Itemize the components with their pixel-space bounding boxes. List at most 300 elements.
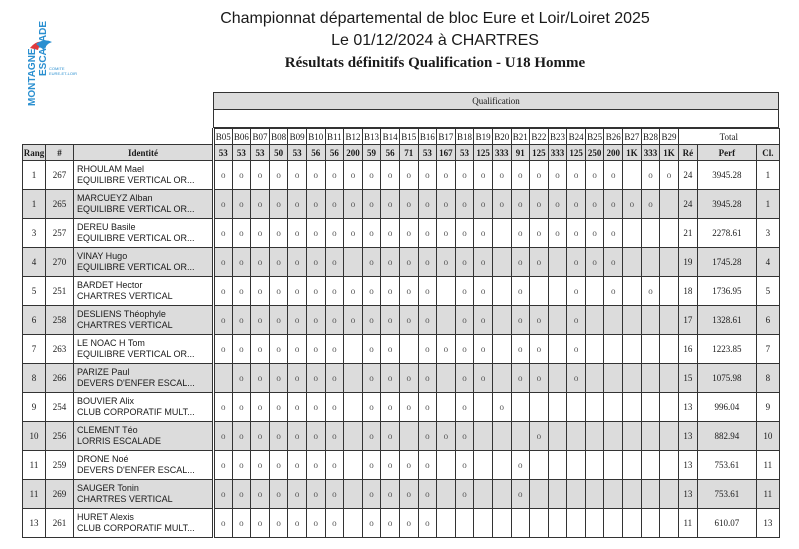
empty-mark bbox=[660, 509, 679, 538]
empty-mark bbox=[492, 364, 511, 393]
boulder-points: 200 bbox=[604, 145, 623, 161]
topped-mark: o bbox=[214, 509, 233, 538]
athlete-name: DEREU Basile bbox=[77, 222, 136, 232]
empty-mark bbox=[492, 480, 511, 509]
club-name: CHARTRES VERTICAL bbox=[77, 494, 173, 504]
topped-mark: o bbox=[418, 480, 437, 509]
topped-mark: o bbox=[585, 219, 604, 248]
svg-text:EURE-ET-LOIR: EURE-ET-LOIR bbox=[49, 71, 78, 76]
topped-mark: o bbox=[344, 277, 363, 306]
topped-mark: o bbox=[381, 190, 400, 219]
athlete-name: PARIZE Paul bbox=[77, 367, 130, 377]
topped-mark: o bbox=[214, 422, 233, 451]
rank-cell: 5 bbox=[23, 277, 46, 306]
total-header: Total bbox=[678, 129, 779, 145]
boulder-points: 125 bbox=[530, 145, 549, 161]
topped-mark: o bbox=[362, 509, 381, 538]
topped-mark: o bbox=[288, 306, 307, 335]
topped-mark: o bbox=[530, 422, 549, 451]
topped-mark: o bbox=[214, 190, 233, 219]
empty-mark bbox=[641, 509, 660, 538]
boulder-code: B23 bbox=[548, 129, 567, 145]
athlete-name: LE NOAC H Tom bbox=[77, 338, 145, 348]
topped-mark: o bbox=[381, 509, 400, 538]
topped-mark: o bbox=[214, 248, 233, 277]
topped-mark: o bbox=[474, 248, 493, 277]
topped-mark: o bbox=[362, 451, 381, 480]
boulder-code: B05 bbox=[214, 129, 233, 145]
topped-mark: o bbox=[251, 509, 270, 538]
topped-mark: o bbox=[399, 480, 418, 509]
topped-mark: o bbox=[269, 335, 288, 364]
bib-number-cell: 256 bbox=[46, 422, 74, 451]
class-cell: 8 bbox=[756, 364, 779, 393]
empty-mark bbox=[548, 248, 567, 277]
table-row bbox=[23, 248, 780, 277]
boulder-code: B12 bbox=[344, 129, 363, 145]
topped-mark: o bbox=[474, 306, 493, 335]
topped-mark: o bbox=[325, 509, 344, 538]
topped-mark: o bbox=[604, 277, 623, 306]
rank-cell: 7 bbox=[23, 335, 46, 364]
boulder-code: B24 bbox=[567, 129, 586, 145]
athlete-name: RHOULAM Mael bbox=[77, 164, 145, 174]
boulder-code: B16 bbox=[418, 129, 437, 145]
class-cell: 5 bbox=[756, 277, 779, 306]
tops-cell: 19 bbox=[678, 248, 697, 277]
topped-mark: o bbox=[214, 393, 233, 422]
topped-mark: o bbox=[325, 219, 344, 248]
topped-mark: o bbox=[232, 509, 251, 538]
table-row bbox=[23, 480, 780, 509]
topped-mark: o bbox=[288, 248, 307, 277]
club-name: CLUB CORPORATIF MULT... bbox=[77, 523, 195, 533]
empty-mark bbox=[530, 393, 549, 422]
topped-mark: o bbox=[511, 364, 530, 393]
topped-mark: o bbox=[418, 422, 437, 451]
empty-mark bbox=[623, 451, 642, 480]
topped-mark: o bbox=[399, 219, 418, 248]
boulder-code: B22 bbox=[530, 129, 549, 145]
empty-mark bbox=[660, 219, 679, 248]
athlete-name: CLEMENT Téo bbox=[77, 425, 138, 435]
boulder-points: 167 bbox=[437, 145, 456, 161]
empty-mark bbox=[623, 277, 642, 306]
topped-mark: o bbox=[492, 161, 511, 190]
empty-mark bbox=[641, 335, 660, 364]
bib-number-cell: 270 bbox=[46, 248, 74, 277]
boulder-points: 91 bbox=[511, 145, 530, 161]
topped-mark: o bbox=[306, 451, 325, 480]
topped-mark: o bbox=[288, 335, 307, 364]
topped-mark: o bbox=[214, 306, 233, 335]
empty-mark bbox=[585, 422, 604, 451]
empty-mark bbox=[604, 509, 623, 538]
empty-mark bbox=[660, 393, 679, 422]
empty-mark bbox=[492, 451, 511, 480]
topped-mark: o bbox=[325, 277, 344, 306]
topped-mark: o bbox=[474, 219, 493, 248]
topped-mark: o bbox=[530, 248, 549, 277]
topped-mark: o bbox=[455, 306, 474, 335]
topped-mark: o bbox=[399, 451, 418, 480]
topped-mark: o bbox=[418, 248, 437, 277]
topped-mark: o bbox=[474, 161, 493, 190]
table-row bbox=[23, 422, 780, 451]
topped-mark: o bbox=[325, 248, 344, 277]
topped-mark: o bbox=[437, 248, 456, 277]
topped-mark: o bbox=[511, 306, 530, 335]
identity-cell bbox=[74, 219, 214, 248]
topped-mark: o bbox=[269, 509, 288, 538]
topped-mark: o bbox=[418, 190, 437, 219]
boulder-code: B08 bbox=[269, 129, 288, 145]
topped-mark: o bbox=[381, 248, 400, 277]
logo-text-main: ESCALADE bbox=[38, 20, 49, 76]
empty-mark bbox=[344, 422, 363, 451]
topped-mark: o bbox=[232, 248, 251, 277]
boulder-code: B18 bbox=[455, 129, 474, 145]
club-name: CHARTRES VERTICAL bbox=[77, 320, 173, 330]
empty-mark bbox=[530, 277, 549, 306]
topped-mark: o bbox=[269, 277, 288, 306]
topped-mark: o bbox=[288, 480, 307, 509]
bib-number-cell: 254 bbox=[46, 393, 74, 422]
boulder-points: 333 bbox=[548, 145, 567, 161]
topped-mark: o bbox=[455, 451, 474, 480]
topped-mark: o bbox=[269, 306, 288, 335]
topped-mark: o bbox=[251, 393, 270, 422]
topped-mark: o bbox=[567, 364, 586, 393]
boulder-points: 333 bbox=[641, 145, 660, 161]
empty-mark bbox=[623, 248, 642, 277]
topped-mark: o bbox=[232, 306, 251, 335]
boulder-points: 53 bbox=[288, 145, 307, 161]
topped-mark: o bbox=[399, 509, 418, 538]
topped-mark: o bbox=[418, 364, 437, 393]
empty-mark bbox=[548, 393, 567, 422]
topped-mark: o bbox=[344, 306, 363, 335]
club-name: EQUILIBRE VERTICAL OR... bbox=[77, 233, 195, 243]
club-name: EQUILIBRE VERTICAL OR... bbox=[77, 204, 195, 214]
rank-cell: 8 bbox=[23, 364, 46, 393]
bib-number-cell: 266 bbox=[46, 364, 74, 393]
boulder-points: 56 bbox=[306, 145, 325, 161]
boulder-points: 59 bbox=[362, 145, 381, 161]
perf-cell: 3945.28 bbox=[697, 161, 756, 190]
topped-mark: o bbox=[344, 190, 363, 219]
topped-mark: o bbox=[567, 190, 586, 219]
topped-mark: o bbox=[251, 306, 270, 335]
topped-mark: o bbox=[214, 219, 233, 248]
perf-cell: 3945.28 bbox=[697, 190, 756, 219]
class-cell: 1 bbox=[756, 190, 779, 219]
boulder-points: 200 bbox=[344, 145, 363, 161]
perf-cell: 996.04 bbox=[697, 393, 756, 422]
topped-mark: o bbox=[232, 393, 251, 422]
boulder-code: B29 bbox=[660, 129, 679, 145]
empty-mark bbox=[437, 451, 456, 480]
empty-mark bbox=[623, 219, 642, 248]
topped-mark: o bbox=[362, 190, 381, 219]
tops-cell: 11 bbox=[678, 509, 697, 538]
empty-mark bbox=[492, 277, 511, 306]
topped-mark: o bbox=[623, 190, 642, 219]
topped-mark: o bbox=[399, 306, 418, 335]
topped-mark: o bbox=[418, 219, 437, 248]
topped-mark: o bbox=[325, 335, 344, 364]
topped-mark: o bbox=[511, 248, 530, 277]
empty-mark bbox=[567, 480, 586, 509]
topped-mark: o bbox=[232, 422, 251, 451]
topped-mark: o bbox=[585, 190, 604, 219]
topped-mark: o bbox=[530, 190, 549, 219]
topped-mark: o bbox=[641, 277, 660, 306]
bib-number-cell: 261 bbox=[46, 509, 74, 538]
topped-mark: o bbox=[455, 364, 474, 393]
empty-mark bbox=[604, 393, 623, 422]
identity-cell bbox=[74, 306, 214, 335]
topped-mark: o bbox=[269, 190, 288, 219]
bib-number-cell: 258 bbox=[46, 306, 74, 335]
topped-mark: o bbox=[381, 277, 400, 306]
topped-mark: o bbox=[325, 190, 344, 219]
athlete-name: SAUGER Tonin bbox=[77, 483, 139, 493]
topped-mark: o bbox=[269, 393, 288, 422]
topped-mark: o bbox=[511, 161, 530, 190]
topped-mark: o bbox=[306, 393, 325, 422]
perf-cell: 753.61 bbox=[697, 451, 756, 480]
empty-mark bbox=[492, 509, 511, 538]
class-cell: 6 bbox=[756, 306, 779, 335]
club-name: DEVERS D'ENFER ESCAL... bbox=[77, 465, 195, 475]
results-table bbox=[22, 128, 780, 538]
topped-mark: o bbox=[530, 335, 549, 364]
empty-mark bbox=[623, 364, 642, 393]
empty-mark bbox=[641, 422, 660, 451]
boulder-code: B27 bbox=[623, 129, 642, 145]
perf-cell: 1328.61 bbox=[697, 306, 756, 335]
topped-mark: o bbox=[214, 277, 233, 306]
topped-mark: o bbox=[381, 422, 400, 451]
table-row bbox=[23, 364, 780, 393]
empty-mark bbox=[604, 306, 623, 335]
topped-mark: o bbox=[251, 480, 270, 509]
empty-mark bbox=[660, 190, 679, 219]
topped-mark: o bbox=[567, 306, 586, 335]
identity-cell bbox=[74, 480, 214, 509]
boulder-points: 1K bbox=[623, 145, 642, 161]
topped-mark: o bbox=[418, 161, 437, 190]
boulder-code: B15 bbox=[399, 129, 418, 145]
tops-cell: 13 bbox=[678, 480, 697, 509]
empty-mark bbox=[474, 451, 493, 480]
empty-mark bbox=[437, 364, 456, 393]
empty-mark bbox=[344, 509, 363, 538]
topped-mark: o bbox=[381, 161, 400, 190]
topped-mark: o bbox=[399, 364, 418, 393]
empty-mark bbox=[548, 306, 567, 335]
tops-cell: 18 bbox=[678, 277, 697, 306]
topped-mark: o bbox=[418, 277, 437, 306]
topped-mark: o bbox=[306, 364, 325, 393]
topped-mark: o bbox=[362, 480, 381, 509]
empty-mark bbox=[474, 480, 493, 509]
boulder-code: B09 bbox=[288, 129, 307, 145]
class-header: Cl. bbox=[756, 145, 779, 161]
club-name: EQUILIBRE VERTICAL OR... bbox=[77, 175, 195, 185]
identity-cell bbox=[74, 509, 214, 538]
topped-mark: o bbox=[455, 422, 474, 451]
empty-mark bbox=[567, 422, 586, 451]
boulder-points: 53 bbox=[251, 145, 270, 161]
tops-cell: 16 bbox=[678, 335, 697, 364]
date-place: Le 01/12/2024 à CHARTRES bbox=[331, 32, 539, 49]
empty-mark bbox=[548, 422, 567, 451]
topped-mark: o bbox=[381, 335, 400, 364]
club-name: CHARTRES VERTICAL bbox=[77, 291, 173, 301]
topped-mark: o bbox=[362, 335, 381, 364]
empty-mark bbox=[437, 480, 456, 509]
topped-mark: o bbox=[251, 335, 270, 364]
topped-mark: o bbox=[567, 248, 586, 277]
topped-mark: o bbox=[232, 335, 251, 364]
topped-mark: o bbox=[306, 190, 325, 219]
athlete-name: BOUVIER Alix bbox=[77, 396, 135, 406]
empty-mark bbox=[399, 335, 418, 364]
topped-mark: o bbox=[306, 335, 325, 364]
perf-cell: 1736.95 bbox=[697, 277, 756, 306]
bib-number-cell: 263 bbox=[46, 335, 74, 364]
class-cell: 1 bbox=[756, 161, 779, 190]
topped-mark: o bbox=[604, 161, 623, 190]
empty-mark bbox=[548, 364, 567, 393]
topped-mark: o bbox=[418, 335, 437, 364]
boulder-points: 250 bbox=[585, 145, 604, 161]
table-row bbox=[23, 306, 780, 335]
logo-text-side: MONTAGNE bbox=[27, 48, 38, 106]
boulder-points: 53 bbox=[232, 145, 251, 161]
empty-mark bbox=[567, 509, 586, 538]
topped-mark: o bbox=[288, 190, 307, 219]
club-name: EQUILIBRE VERTICAL OR... bbox=[77, 262, 195, 272]
empty-mark bbox=[604, 480, 623, 509]
boulder-points: 53 bbox=[455, 145, 474, 161]
topped-mark: o bbox=[548, 219, 567, 248]
empty-mark bbox=[344, 248, 363, 277]
boulder-points: 71 bbox=[399, 145, 418, 161]
empty-mark bbox=[604, 422, 623, 451]
topped-mark: o bbox=[232, 451, 251, 480]
table-row bbox=[23, 190, 780, 219]
topped-mark: o bbox=[548, 190, 567, 219]
topped-mark: o bbox=[567, 161, 586, 190]
identity-cell bbox=[74, 335, 214, 364]
empty-mark bbox=[567, 393, 586, 422]
empty-mark bbox=[660, 364, 679, 393]
topped-mark: o bbox=[325, 306, 344, 335]
topped-mark: o bbox=[455, 161, 474, 190]
table-row bbox=[23, 393, 780, 422]
empty-mark bbox=[641, 248, 660, 277]
topped-mark: o bbox=[437, 335, 456, 364]
empty-mark bbox=[585, 277, 604, 306]
topped-mark: o bbox=[474, 335, 493, 364]
perf-cell: 882.94 bbox=[697, 422, 756, 451]
perf-cell: 2278.61 bbox=[697, 219, 756, 248]
tops-cell: 13 bbox=[678, 393, 697, 422]
topped-mark: o bbox=[381, 480, 400, 509]
table-row bbox=[23, 509, 780, 538]
boulder-points: 50 bbox=[269, 145, 288, 161]
table-row bbox=[23, 335, 780, 364]
tops-header: Ré bbox=[678, 145, 697, 161]
montagne-escalade-logo bbox=[22, 14, 92, 108]
identity-cell bbox=[74, 364, 214, 393]
empty-mark bbox=[660, 335, 679, 364]
perf-cell: 1075.98 bbox=[697, 364, 756, 393]
boulder-points: 333 bbox=[492, 145, 511, 161]
boulder-code: B13 bbox=[362, 129, 381, 145]
topped-mark: o bbox=[325, 451, 344, 480]
boulder-points: 53 bbox=[418, 145, 437, 161]
topped-mark: o bbox=[288, 509, 307, 538]
topped-mark: o bbox=[362, 393, 381, 422]
topped-mark: o bbox=[251, 161, 270, 190]
empty-mark bbox=[585, 364, 604, 393]
topped-mark: o bbox=[251, 364, 270, 393]
topped-mark: o bbox=[269, 451, 288, 480]
boulder-code: B26 bbox=[604, 129, 623, 145]
empty-mark bbox=[548, 277, 567, 306]
empty-mark bbox=[623, 306, 642, 335]
empty-mark bbox=[344, 480, 363, 509]
topped-mark: o bbox=[306, 219, 325, 248]
topped-mark: o bbox=[511, 480, 530, 509]
empty-mark bbox=[474, 509, 493, 538]
athlete-name: DRONE Noé bbox=[77, 454, 129, 464]
topped-mark: o bbox=[381, 451, 400, 480]
boulder-points: 56 bbox=[325, 145, 344, 161]
empty-mark bbox=[344, 451, 363, 480]
results-subtitle: Résultats définitifs Qualification - U18 Homme bbox=[284, 55, 586, 71]
table-row bbox=[23, 161, 780, 190]
club-name: CLUB CORPORATIF MULT... bbox=[77, 407, 195, 417]
topped-mark: o bbox=[455, 219, 474, 248]
topped-mark: o bbox=[399, 277, 418, 306]
empty-mark bbox=[548, 335, 567, 364]
topped-mark: o bbox=[288, 219, 307, 248]
topped-mark: o bbox=[251, 451, 270, 480]
topped-mark: o bbox=[604, 190, 623, 219]
boulder-points: 56 bbox=[381, 145, 400, 161]
topped-mark: o bbox=[288, 422, 307, 451]
topped-mark: o bbox=[288, 451, 307, 480]
class-cell: 10 bbox=[756, 422, 779, 451]
boulder-code: B17 bbox=[437, 129, 456, 145]
bib-number-cell: 267 bbox=[46, 161, 74, 190]
topped-mark: o bbox=[530, 219, 549, 248]
topped-mark: o bbox=[399, 161, 418, 190]
empty-mark bbox=[660, 306, 679, 335]
identity-cell bbox=[74, 451, 214, 480]
topped-mark: o bbox=[325, 364, 344, 393]
topped-mark: o bbox=[530, 364, 549, 393]
class-cell: 7 bbox=[756, 335, 779, 364]
topped-mark: o bbox=[232, 190, 251, 219]
empty-mark bbox=[437, 393, 456, 422]
table-row bbox=[23, 219, 780, 248]
